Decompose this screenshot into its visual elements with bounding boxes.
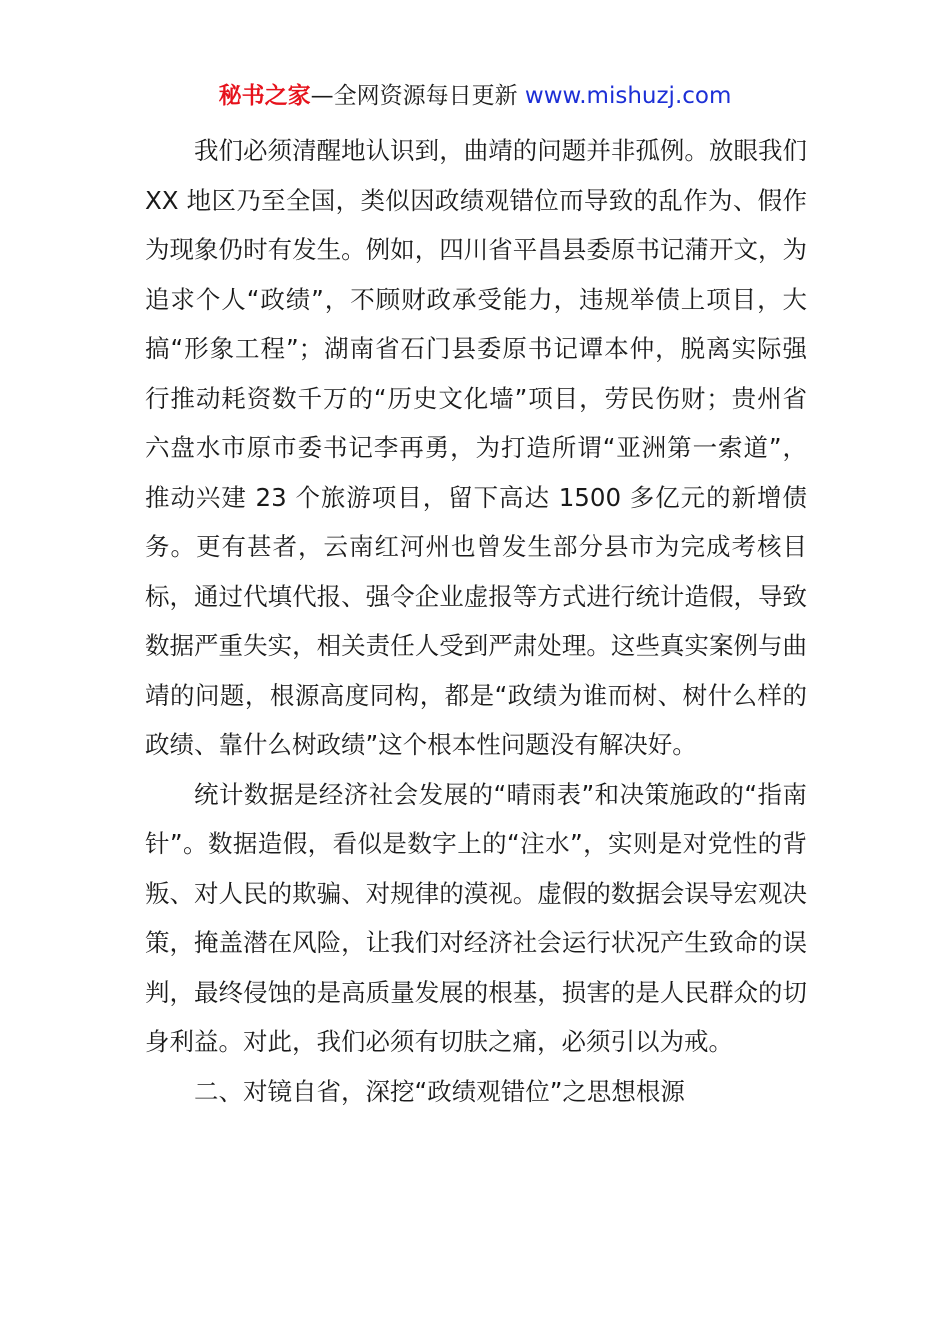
section-heading: 二、对镜自省，深挖“政绩观错位”之思想根源 — [194, 1076, 685, 1106]
paragraph-cases: 我们必须清醒地认识到，曲靖的问题并非孤例。放眼我们 XX 地区乃至全国，类似因政绩观错位而导致的乱作为、假作为现象仍时有发生。例如，四川省平昌县委原书记蒲开文，为追求个人“政绩”，不顾财政承受能力，违规举债上项目，大搞“形象工程”；湖南省石门县委原书记谭本仲，脱离实际强行推动耗资数千万的“历史文化墙”项目，劳民伤财；贵州省六盘水市原市委书记李再勇，为打造所谓“亚洲第一索道”，推动兴建 23 个旅游项目，留下高达 1500 多亿元的新增债务。更有甚者，云南红河州也曾发生部分县市为完成考核目标，通过代填代报、强令企业虚报等方式进行统计造假，导致数据严重失实，相关责任人受到严肃处理。这些真实案例与曲靖的问题，根源高度同构，都是“政绩为谁而树、树什么样的政绩、靠什么树政绩”这个根本性问题没有解决好。 — [145, 136, 807, 759]
site-tagline: —全网资源每日更新 — [310, 83, 518, 109]
site-url-link[interactable]: www.mishuzj.com — [524, 83, 732, 109]
site-brand: 秘书之家 — [218, 83, 311, 109]
site-header — [0, 80, 950, 112]
document-body — [145, 126, 807, 1116]
paragraph-statistics: 统计数据是经济社会发展的“晴雨表”和决策施政的“指南针”。数据造假，看似是数字上的“注水”，实则是对党性的背叛、对人民的欺骗、对规律的漠视。虚假的数据会误导宏观决策，掩盖潜在风险，让我们对经济社会运行状况产生致命的误判，最终侵蚀的是高质量发展的根基，损害的是人民群众的切身利益。对此，我们必须有切肤之痛，必须引以为戒。 — [145, 779, 807, 1056]
